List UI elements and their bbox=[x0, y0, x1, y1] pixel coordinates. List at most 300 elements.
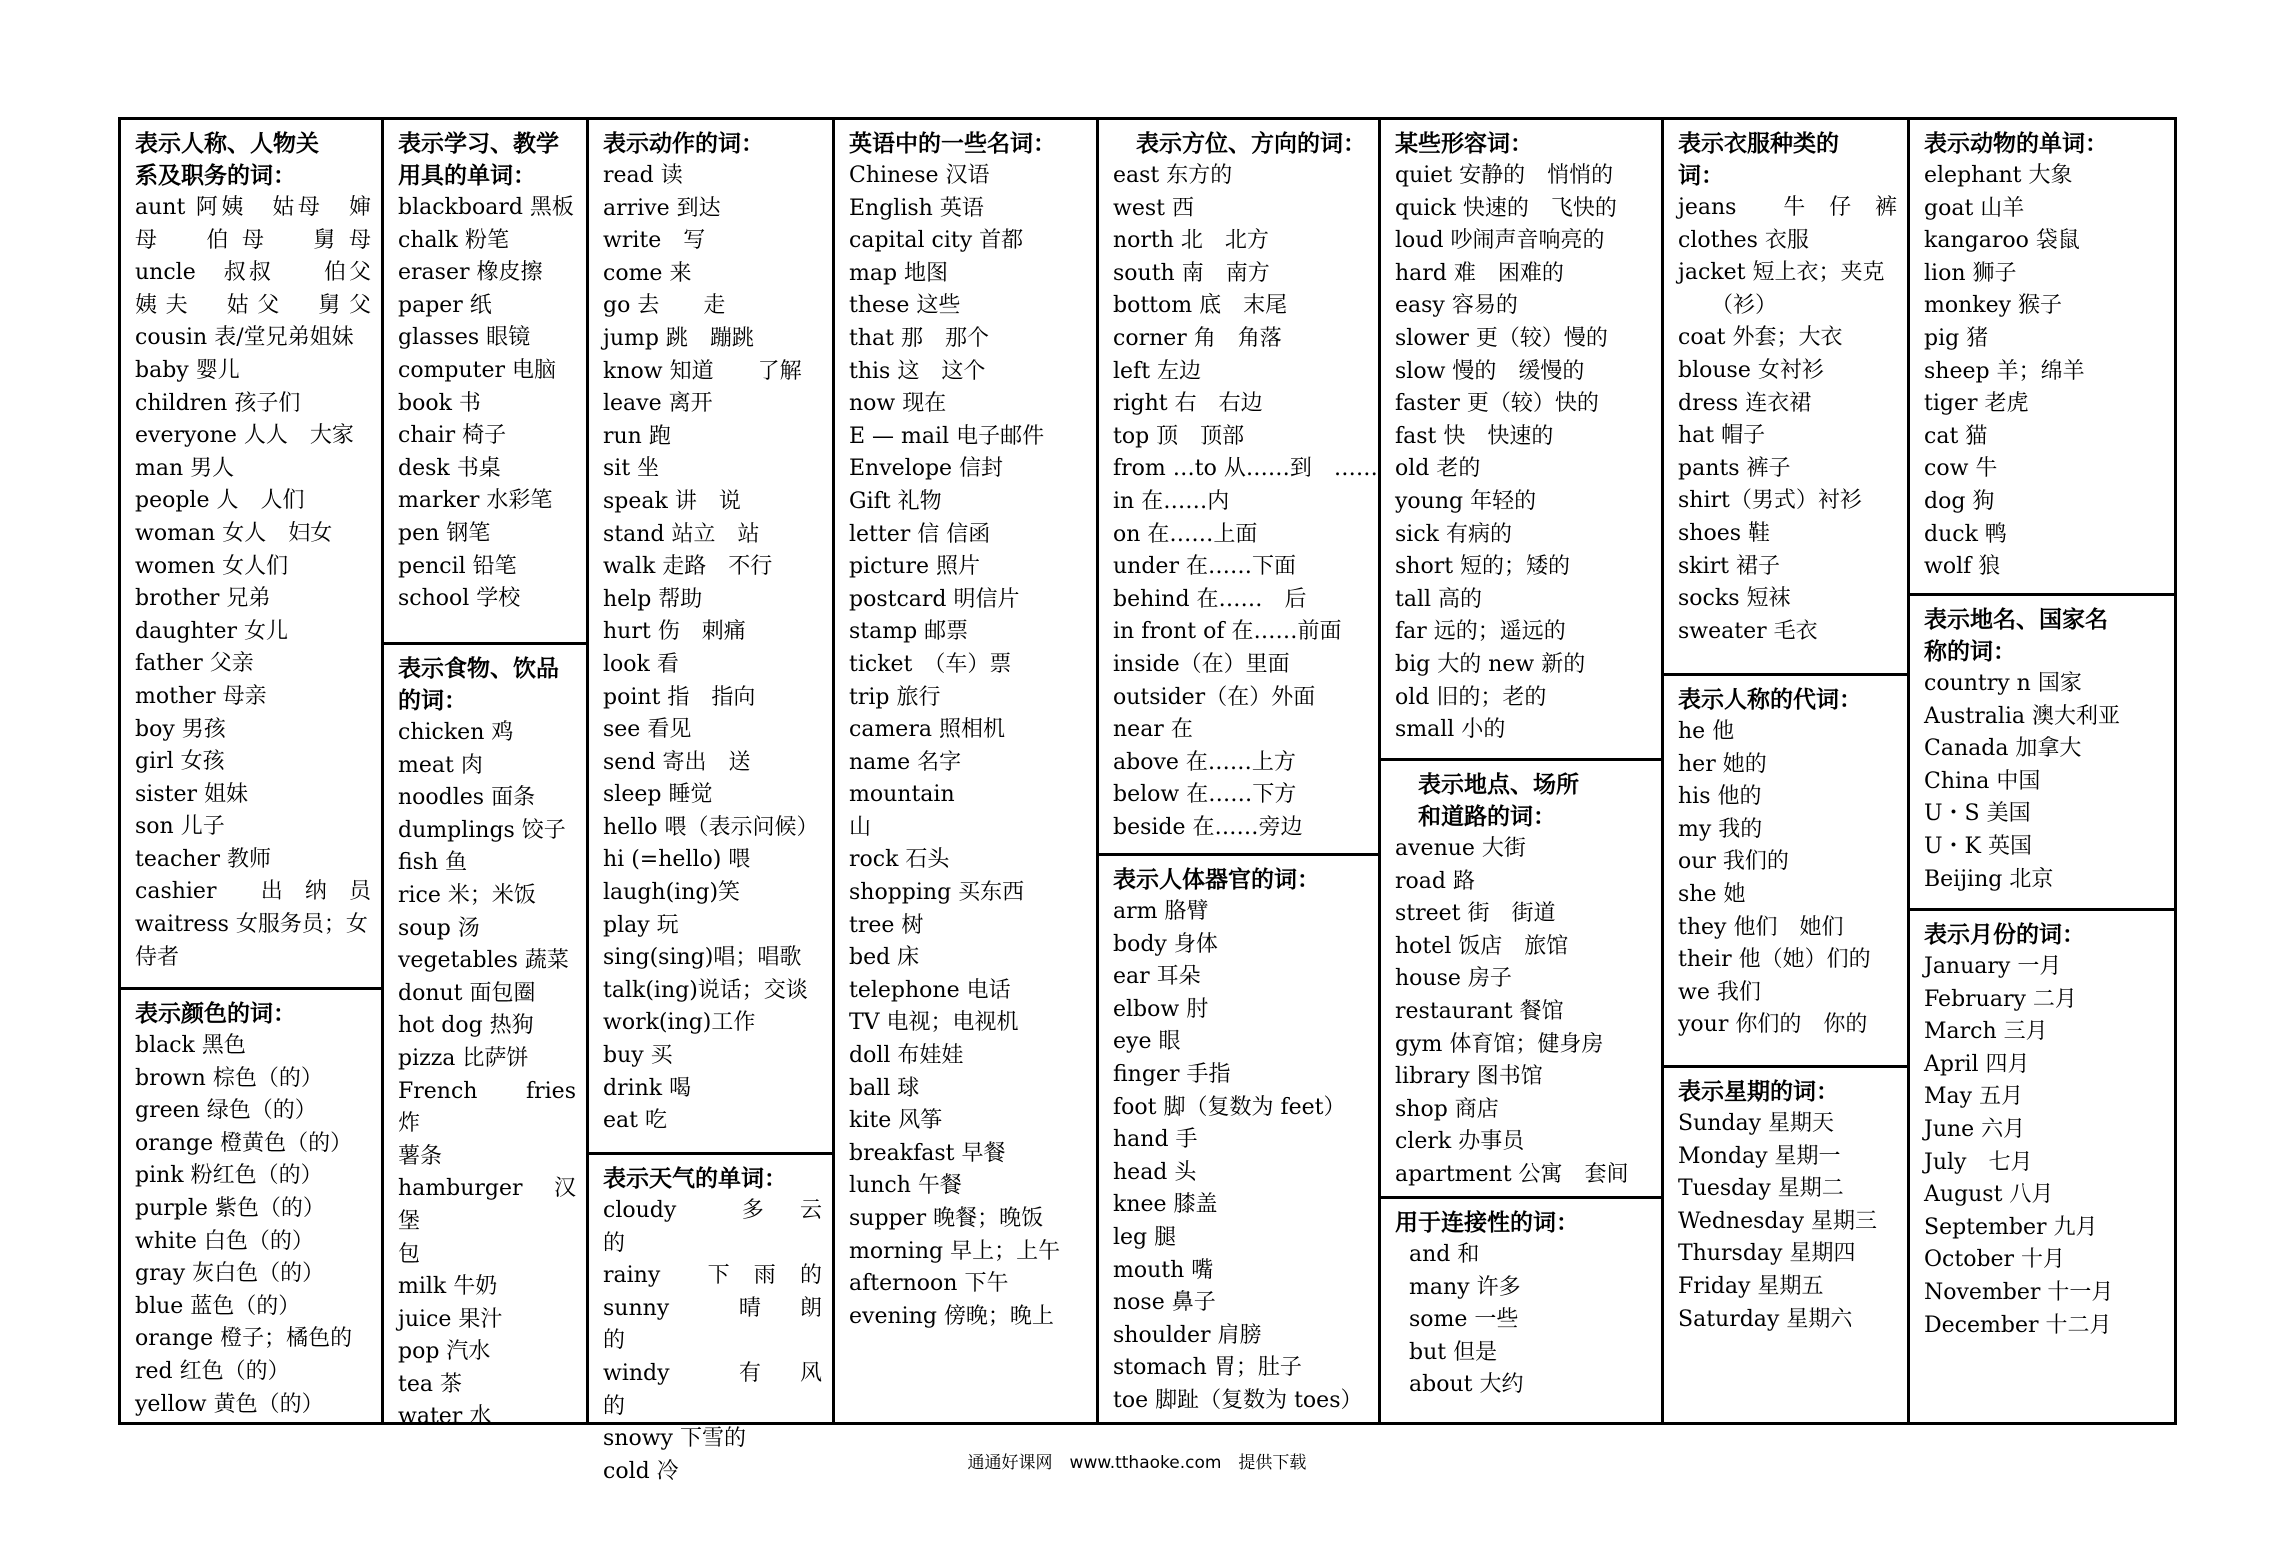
vocab-entry: chicken 鸡 bbox=[398, 720, 514, 745]
vocab-entry: in 在……内 bbox=[1113, 488, 1230, 514]
vocab-entry: tea 茶 bbox=[398, 1371, 462, 1397]
section-study bbox=[384, 120, 586, 642]
vocab-entry: socks 短袜 bbox=[1678, 586, 1791, 612]
vocab-entry: walk 走路 不行 bbox=[603, 554, 773, 580]
vocab-entry: shoulder 肩膀 bbox=[1113, 1322, 1262, 1348]
vocab-entry: run 跑 bbox=[603, 423, 671, 449]
vocab-entry: June 六月 bbox=[1924, 1116, 2026, 1142]
vocab-entry: old 老的 bbox=[1395, 456, 1481, 482]
vocab-entry: 母 伯母 舅母 bbox=[135, 227, 371, 253]
vocab-entry: buy 买 bbox=[603, 1043, 673, 1069]
vocab-entry: our 我们的 bbox=[1678, 849, 1789, 875]
vocab-entry: September 九月 bbox=[1924, 1214, 2098, 1240]
vocab-entry: rainy 下 雨 的 bbox=[603, 1263, 822, 1289]
vocab-entry: children 孩子们 bbox=[135, 390, 301, 416]
vocab-entry: yellow 黄色（的） bbox=[135, 1391, 324, 1417]
section-directions bbox=[1099, 120, 1378, 853]
vocab-entry: blackboard 黑板 bbox=[398, 195, 574, 220]
vocab-entry: knee 膝盖 bbox=[1113, 1192, 1218, 1218]
column-5 bbox=[1099, 120, 1381, 1422]
section-title: 表示星期的词： bbox=[1678, 1078, 1839, 1105]
section-title: 用具的单词： bbox=[398, 162, 536, 189]
section-title: 表示颜色的词： bbox=[135, 1000, 296, 1027]
vocab-entry: July 七月 bbox=[1924, 1149, 2033, 1175]
vocab-entry: Thursday 星期四 bbox=[1678, 1241, 1856, 1267]
vocab-entry: cold 冷 bbox=[603, 1458, 679, 1484]
vocab-entry: house 房子 bbox=[1395, 966, 1512, 992]
vocab-entry: Gift 礼物 bbox=[849, 488, 942, 514]
vocab-entry: woman 女人 妇女 bbox=[135, 520, 333, 546]
vocab-entry: mother 母亲 bbox=[135, 683, 267, 709]
vocab-entry: sleep 睡觉 bbox=[603, 782, 713, 808]
vocab-entry: milk 牛奶 bbox=[398, 1274, 498, 1300]
vocab-entry: behind 在…… 后 bbox=[1113, 586, 1307, 612]
vocab-entry: he 他 bbox=[1678, 719, 1735, 744]
vocab-entry: women 女人们 bbox=[135, 553, 289, 579]
vocab-entry: camera 照相机 bbox=[849, 717, 1005, 743]
vocab-entry: tree 树 bbox=[849, 912, 924, 938]
vocab-entry: purple 紫色（的） bbox=[135, 1195, 325, 1221]
vocab-entry: Tuesday 星期二 bbox=[1678, 1176, 1844, 1202]
vocab-entry: west 西 bbox=[1113, 195, 1194, 221]
vocab-entry: computer 电脑 bbox=[398, 357, 557, 383]
vocab-entry: English 英语 bbox=[849, 195, 984, 221]
vocab-entry: January 一月 bbox=[1924, 954, 2062, 979]
vocab-entry: desk 书桌 bbox=[398, 455, 501, 481]
section-clothes bbox=[1664, 120, 1907, 673]
vocab-entry: skirt 裙子 bbox=[1678, 553, 1781, 579]
section-title: 表示衣服种类的 bbox=[1678, 130, 1839, 157]
vocab-entry: jeans 牛 仔 裤 bbox=[1678, 195, 1897, 220]
vocab-entry: 薯条 bbox=[398, 1143, 443, 1169]
vocab-entry: point 指 指向 bbox=[603, 684, 756, 710]
vocab-entry: 姨夫 姑父 舅父 bbox=[135, 292, 371, 318]
vocab-entry: short 短的；矮的 bbox=[1395, 554, 1571, 580]
vocab-entry: sit 坐 bbox=[603, 456, 660, 482]
vocab-entry: April 四月 bbox=[1924, 1051, 2030, 1077]
vocab-entry: 包 bbox=[398, 1241, 421, 1267]
vocab-entry: juice 果汁 bbox=[398, 1306, 503, 1332]
section-title: 表示动作的词： bbox=[603, 130, 764, 157]
vocab-entry: son 儿子 bbox=[135, 814, 225, 840]
vocab-entry: orange 橙黄色（的） bbox=[135, 1130, 353, 1156]
vocab-entry: cow 牛 bbox=[1924, 456, 1998, 482]
section-title: 词： bbox=[1678, 162, 1724, 189]
vocab-entry: Friday 星期五 bbox=[1678, 1273, 1824, 1299]
vocab-entry: supper 晚餐；晚饭 bbox=[849, 1206, 1044, 1231]
vocab-entry: this 这 这个 bbox=[849, 358, 986, 384]
column-6 bbox=[1381, 120, 1664, 1422]
vocab-entry: body 身体 bbox=[1113, 931, 1218, 957]
vocab-entry: red 红色（的） bbox=[135, 1358, 290, 1384]
vocab-entry: go 去 走 bbox=[603, 293, 726, 319]
vocab-entry: Australia 澳大利亚 bbox=[1924, 703, 2121, 729]
section-title: 称的词： bbox=[1924, 638, 2016, 665]
vocab-entry: stand 站立 站 bbox=[603, 521, 760, 547]
vocab-entry: stomach 胃；肚子 bbox=[1113, 1355, 1302, 1381]
vocab-entry: fast 快 快速的 bbox=[1395, 423, 1554, 449]
section-pronouns bbox=[1664, 673, 1907, 1065]
column-4 bbox=[835, 120, 1099, 1422]
vocab-entry: capital city 首都 bbox=[849, 228, 1024, 254]
vocab-entry: hard 难 困难的 bbox=[1395, 260, 1564, 286]
section-title: 英语中的一些名词： bbox=[849, 130, 1056, 157]
vocab-entry: evening 傍晚；晚上 bbox=[849, 1303, 1054, 1329]
vocab-entry: help 帮助 bbox=[603, 586, 703, 612]
vocab-entry: small 小的 bbox=[1395, 717, 1506, 743]
vocab-entry: cloudy 多 云 的 bbox=[603, 1198, 845, 1256]
vocab-entry: foot 脚（复数为 feet） bbox=[1113, 1094, 1346, 1120]
vocab-entry: east 东方的 bbox=[1113, 163, 1233, 188]
vocab-entry: soup 汤 bbox=[398, 915, 480, 941]
vocab-entry: apartment 公寓 套间 bbox=[1395, 1161, 1629, 1187]
vocab-entry: aunt 阿姨 姑母 婶 bbox=[135, 195, 371, 220]
vocab-entry: left 左边 bbox=[1113, 358, 1202, 384]
vocab-entry: on 在……上面 bbox=[1113, 521, 1258, 547]
vocab-entry: now 现在 bbox=[849, 391, 947, 417]
vocab-entry: uncle 叔叔 伯父 bbox=[135, 260, 371, 286]
vocab-entry: father 父亲 bbox=[135, 651, 254, 677]
vocab-entry: cousin 表/堂兄弟姐妹 bbox=[135, 325, 354, 351]
vocab-entry: below 在……下方 bbox=[1113, 782, 1297, 808]
section-weather bbox=[589, 1152, 845, 1484]
vocab-entry: eye 眼 bbox=[1113, 1029, 1181, 1055]
vocab-entry: hat 帽子 bbox=[1678, 423, 1766, 449]
vocab-entry: in front of 在……前面 bbox=[1113, 619, 1342, 645]
vocab-entry: lion 狮子 bbox=[1924, 260, 2017, 286]
section-title: 表示人体器官的词： bbox=[1113, 866, 1320, 893]
vocab-entry: lunch 午餐 bbox=[849, 1173, 962, 1199]
vocab-entry: Sunday 星期天 bbox=[1678, 1111, 1835, 1136]
vocab-entry: pink 粉红色（的） bbox=[135, 1163, 323, 1189]
vocab-entry: know 知道 了解 bbox=[603, 358, 802, 384]
vocab-entry: play 玩 bbox=[603, 912, 679, 938]
section-title: 表示地点、场所 bbox=[1395, 771, 1579, 798]
vocab-entry: restaurant 餐馆 bbox=[1395, 998, 1564, 1024]
vocab-entry: drink 喝 bbox=[603, 1075, 692, 1101]
vocab-entry: about 大约 bbox=[1409, 1372, 1524, 1398]
vocab-entry: ticket （车）票 bbox=[849, 651, 1012, 677]
vocab-entry: dumplings 饺子 bbox=[398, 817, 566, 843]
section-food bbox=[384, 642, 599, 1430]
vocab-entry: November 十一月 bbox=[1924, 1279, 2114, 1305]
vocab-entry: Envelope 信封 bbox=[849, 456, 1004, 482]
section-countries bbox=[1910, 593, 2174, 908]
vocab-entry: shirt（男式）衬衫 bbox=[1678, 488, 1862, 514]
vocab-entry: rock 石头 bbox=[849, 847, 950, 873]
vocab-entry: clothes 衣服 bbox=[1678, 227, 1809, 253]
vocab-entry: laugh(ing)笑 bbox=[603, 880, 741, 906]
section-animals bbox=[1910, 120, 2174, 593]
vocab-entry: chair 椅子 bbox=[398, 423, 507, 449]
vocab-entry: speak 讲 说 bbox=[603, 488, 741, 514]
vocab-entry: hi (=hello) 喂 bbox=[603, 847, 751, 873]
vocab-entry: glasses 眼镜 bbox=[398, 325, 531, 351]
vocab-entry: pen 钢笔 bbox=[398, 520, 491, 546]
vocab-entry: jump 跳 蹦跳 bbox=[603, 325, 754, 351]
vocab-entry: everyone 人人 大家 bbox=[135, 423, 354, 449]
section-title: 表示月份的词： bbox=[1924, 921, 2085, 948]
vocab-entry: his 他的 bbox=[1678, 784, 1762, 810]
vocab-entry: avenue 大街 bbox=[1395, 836, 1526, 861]
vocab-entry: blue 蓝色（的） bbox=[135, 1293, 301, 1319]
vocab-entry: brother 兄弟 bbox=[135, 586, 271, 612]
vocab-entry: U・K 英国 bbox=[1924, 833, 2032, 859]
vocab-entry: map 地图 bbox=[849, 260, 949, 286]
section-persons bbox=[121, 120, 381, 987]
vocab-entry: eat 吃 bbox=[603, 1108, 667, 1134]
column-2 bbox=[384, 120, 599, 1430]
vocab-entry: afternoon 下午 bbox=[849, 1271, 1009, 1297]
section-title: 某些形容词： bbox=[1395, 130, 1533, 157]
vocab-entry: U・S 美国 bbox=[1924, 801, 2031, 827]
vocab-entry: easy 容易的 bbox=[1395, 293, 1518, 319]
section-actions bbox=[589, 120, 832, 1152]
vocab-entry: faster 更（较）快的 bbox=[1395, 391, 1599, 417]
vocab-entry: donut 面包圈 bbox=[398, 980, 536, 1006]
section-months bbox=[1910, 908, 2174, 1422]
vocab-entry: quick 快速的 飞快的 bbox=[1395, 195, 1617, 221]
vocab-entry: blouse 女衬衫 bbox=[1678, 357, 1824, 383]
vocab-entry: meat 肉 bbox=[398, 752, 483, 778]
vocab-entry: dog 狗 bbox=[1924, 488, 1995, 514]
vocab-entry: orange 橙子；橘色的 bbox=[135, 1326, 353, 1352]
section-colors bbox=[121, 987, 381, 1422]
vocab-entry: baby 婴儿 bbox=[135, 357, 240, 383]
vocab-entry: school 学校 bbox=[398, 586, 521, 612]
vocab-entry: noodles 面条 bbox=[398, 785, 536, 811]
vocab-entry: green 绿色（的） bbox=[135, 1098, 317, 1124]
section-title: 系及职务的词： bbox=[135, 162, 296, 189]
vocab-entry: bed 床 bbox=[849, 945, 920, 971]
vocab-entry: sunny 晴 朗 的 bbox=[603, 1295, 845, 1354]
vocab-entry: water 水 bbox=[398, 1404, 492, 1430]
vocab-entry: windy 有 风 的 bbox=[603, 1360, 845, 1419]
section-title: 表示人称的代词： bbox=[1678, 686, 1862, 713]
section-title: 和道路的词： bbox=[1395, 803, 1556, 830]
vocab-entry: elbow 肘 bbox=[1113, 996, 1209, 1022]
vocab-entry: pants 裤子 bbox=[1678, 455, 1791, 481]
vocab-entry: rice 米；米饭 bbox=[398, 882, 536, 908]
vocab-entry: arm 胳臂 bbox=[1113, 899, 1209, 924]
vocab-entry: chalk 粉笔 bbox=[398, 227, 509, 253]
vocab-entry: nose 鼻子 bbox=[1113, 1290, 1216, 1316]
vocab-entry: stamp 邮票 bbox=[849, 619, 969, 645]
vocab-entry: young 年轻的 bbox=[1395, 488, 1537, 514]
vocab-entry: head 头 bbox=[1113, 1159, 1197, 1185]
vocab-entry: pop 汽水 bbox=[398, 1339, 491, 1365]
vocab-entry: old 旧的；老的 bbox=[1395, 684, 1547, 710]
vocab-entry: beside 在……旁边 bbox=[1113, 814, 1303, 840]
vocab-entry: morning 早上；上午 bbox=[849, 1238, 1061, 1264]
vocab-entry: hand 手 bbox=[1113, 1127, 1198, 1153]
vocab-entry: hot dog 热狗 bbox=[398, 1013, 534, 1039]
vocab-entry: October 十月 bbox=[1924, 1247, 2066, 1273]
section-adjectives bbox=[1381, 120, 1661, 758]
vocab-entry: letter 信 信函 bbox=[849, 521, 991, 547]
vocab-entry: these 这些 bbox=[849, 293, 961, 319]
vocab-entry: white 白色（的） bbox=[135, 1228, 314, 1254]
section-title: 的词： bbox=[398, 687, 467, 714]
vocab-entry: mouth 嘴 bbox=[1113, 1257, 1214, 1283]
vocab-entry: teacher 教师 bbox=[135, 846, 271, 872]
vocab-entry: country n 国家 bbox=[1924, 671, 2082, 696]
vocab-entry: ball 球 bbox=[849, 1075, 920, 1101]
vocab-entry: man 男人 bbox=[135, 455, 235, 481]
vocab-entry: coat 外套；大衣 bbox=[1678, 325, 1843, 351]
vocab-entry: postcard 明信片 bbox=[849, 586, 1020, 612]
vocab-entry: elephant 大象 bbox=[1924, 163, 2073, 188]
vocab-entry: cashier 出 纳 员 bbox=[135, 879, 371, 905]
vocab-entry: library 图书馆 bbox=[1395, 1064, 1543, 1090]
vocab-entry: see 看见 bbox=[603, 717, 692, 743]
vocab-entry: but 但是 bbox=[1409, 1339, 1498, 1365]
vocab-entry: road 路 bbox=[1395, 868, 1475, 894]
section-title: 表示地名、国家名 bbox=[1924, 606, 2108, 633]
vocab-entry: outsider（在）外面 bbox=[1113, 684, 1316, 710]
vocab-entry: goat 山羊 bbox=[1924, 195, 2025, 221]
vocab-entry: hamburger 汉堡 bbox=[398, 1176, 576, 1234]
vocab-entry: pig 猪 bbox=[1924, 325, 1989, 351]
vocab-entry: kangaroo 袋鼠 bbox=[1924, 228, 2080, 254]
vocab-entry: and 和 bbox=[1409, 1242, 1480, 1267]
vocab-entry: work(ing)工作 bbox=[603, 1010, 756, 1036]
vocab-entry: some 一些 bbox=[1409, 1307, 1519, 1333]
vocab-entry: pizza 比萨饼 bbox=[398, 1045, 529, 1071]
vocab-entry: send 寄出 送 bbox=[603, 749, 751, 775]
vocab-entry: come 来 bbox=[603, 260, 692, 286]
vocab-entry: sister 姐妹 bbox=[135, 781, 248, 807]
vocab-entry: leg 腿 bbox=[1113, 1224, 1177, 1250]
vocab-entry: talk(ing)说话；交谈 bbox=[603, 977, 808, 1003]
vocab-entry: December 十二月 bbox=[1924, 1312, 2112, 1338]
vocab-entry: girl 女孩 bbox=[135, 749, 225, 775]
vocab-entry: that 那 那个 bbox=[849, 325, 989, 351]
vocab-entry: hello 喂（表示问候） bbox=[603, 814, 819, 840]
column-3 bbox=[589, 120, 845, 1484]
vocab-entry: sick 有病的 bbox=[1395, 521, 1512, 547]
footer-credit: 通通好课网 www.tthaoke.com 提供下载 bbox=[967, 1453, 1307, 1473]
vocab-entry: monkey 猴子 bbox=[1924, 293, 2063, 319]
vocab-entry: inside（在）里面 bbox=[1113, 651, 1290, 677]
vocab-entry: right 右 右边 bbox=[1113, 391, 1263, 417]
vocab-entry: under 在……下面 bbox=[1113, 554, 1296, 580]
vocab-entry: many 许多 bbox=[1409, 1274, 1521, 1300]
section-title: 表示动物的单词： bbox=[1924, 130, 2108, 157]
section-body bbox=[1099, 853, 1378, 1422]
section-title: 表示学习、教学 bbox=[398, 130, 559, 157]
vocab-entry: tiger 老虎 bbox=[1924, 391, 2029, 417]
vocab-entry: dress 连衣裙 bbox=[1678, 390, 1812, 416]
vocab-entry: hurt 伤 刺痛 bbox=[603, 619, 746, 645]
vocab-entry: read 读 bbox=[603, 163, 683, 188]
vocab-entry: waitress 女服务员；女 bbox=[135, 912, 368, 938]
vocab-entry: far 远的；遥远的 bbox=[1395, 619, 1566, 645]
vocab-entry: Beijing 北京 bbox=[1924, 866, 2054, 892]
column-7 bbox=[1664, 120, 1910, 1422]
vocab-entry: （衫） bbox=[1678, 292, 1778, 318]
vocab-entry: boy 男孩 bbox=[135, 716, 226, 742]
section-places bbox=[1381, 758, 1661, 1196]
vocab-entry: China 中国 bbox=[1924, 768, 2041, 794]
vocab-entry: hotel 饭店 旅馆 bbox=[1395, 933, 1569, 959]
vocab-entry: big 大的 new 新的 bbox=[1395, 651, 1586, 677]
vocab-entry: sheep 羊；绵羊 bbox=[1924, 358, 2085, 384]
vocab-entry: marker 水彩笔 bbox=[398, 488, 553, 514]
vocab-entry: south 南 南方 bbox=[1113, 260, 1270, 286]
vocab-entry: tall 高的 bbox=[1395, 586, 1483, 612]
vocab-entry: top 顶 顶部 bbox=[1113, 423, 1245, 449]
vocab-entry: they 他们 她们 bbox=[1678, 914, 1844, 940]
section-title: 表示方位、方向的词： bbox=[1113, 130, 1366, 157]
vocab-entry: snowy 下雪的 bbox=[603, 1426, 746, 1452]
vocab-entry: February 二月 bbox=[1924, 986, 2077, 1012]
vocab-entry: 侍者 bbox=[135, 944, 180, 970]
section-connect bbox=[1381, 1196, 1661, 1422]
vocab-entry: pencil 铅笔 bbox=[398, 553, 517, 579]
vocab-entry: trip 旅行 bbox=[849, 684, 941, 710]
vocab-entry: corner 角 角落 bbox=[1113, 325, 1282, 351]
vocab-entry: her 她的 bbox=[1678, 751, 1767, 777]
vocab-entry: paper 纸 bbox=[398, 292, 492, 318]
vocab-entry: we 我们 bbox=[1678, 979, 1761, 1005]
vocab-entry: cat 猫 bbox=[1924, 423, 1988, 449]
vocab-entry: arrive 到达 bbox=[603, 195, 721, 221]
vocab-entry: bottom 底 末尾 bbox=[1113, 293, 1288, 319]
vocab-entry: quiet 安静的 悄悄的 bbox=[1395, 163, 1614, 188]
vocab-entry: slow 慢的 缓慢的 bbox=[1395, 358, 1585, 384]
vocab-entry: from …to 从……到 …… bbox=[1113, 456, 1378, 482]
vocab-entry: Wednesday 星期三 bbox=[1678, 1208, 1878, 1234]
vocab-entry: my 我的 bbox=[1678, 816, 1763, 842]
vocab-entry: look 看 bbox=[603, 651, 679, 677]
vocab-entry: shopping 买东西 bbox=[849, 880, 1025, 906]
vocab-entry: Monday 星期一 bbox=[1678, 1143, 1841, 1169]
vocab-entry: above 在……上方 bbox=[1113, 749, 1296, 775]
vocab-entry: Chinese 汉语 bbox=[849, 163, 990, 188]
vocab-entry: eraser 橡皮擦 bbox=[398, 260, 543, 286]
vocab-entry: people 人 人们 bbox=[135, 488, 305, 514]
column-1 bbox=[121, 120, 384, 1422]
vocab-entry: shoes 鞋 bbox=[1678, 520, 1771, 546]
vocab-entry: finger 手指 bbox=[1113, 1061, 1231, 1087]
section-nouns bbox=[835, 120, 1096, 1422]
section-weekdays bbox=[1664, 1065, 1907, 1422]
vocab-entry: their 他（她）们的 bbox=[1678, 947, 1871, 973]
vocab-entry: sweater 毛衣 bbox=[1678, 618, 1818, 644]
vocab-entry: shop 商店 bbox=[1395, 1096, 1499, 1122]
vocab-entry: your 你们的 你的 bbox=[1678, 1012, 1868, 1038]
vocab-entry: brown 棕色（的） bbox=[135, 1065, 323, 1091]
vocab-entry: clerk 办事员 bbox=[1395, 1129, 1525, 1155]
vocab-entry: near 在 bbox=[1113, 717, 1193, 743]
vocab-entry: mountain 山 bbox=[849, 782, 1087, 840]
vocab-entry: doll 布娃娃 bbox=[849, 1043, 964, 1069]
vocab-entry: sing(sing)唱；唱歌 bbox=[603, 945, 802, 971]
vocab-entry: Canada 加拿大 bbox=[1924, 736, 2082, 762]
section-title: 用于连接性的词： bbox=[1395, 1209, 1579, 1236]
vocab-entry: black 黑色 bbox=[135, 1033, 246, 1058]
vocab-entry: ear 耳朵 bbox=[1113, 964, 1201, 990]
vocab-entry: vegetables 蔬菜 bbox=[398, 948, 569, 974]
vocab-entry: March 三月 bbox=[1924, 1019, 2048, 1045]
vocab-entry: gray 灰白色（的） bbox=[135, 1261, 325, 1287]
vocab-entry: slower 更（较）慢的 bbox=[1395, 325, 1608, 351]
vocab-entry: wolf 狼 bbox=[1924, 554, 2001, 580]
vocab-entry: TV 电视；电视机 bbox=[849, 1010, 1019, 1036]
vocab-entry: kite 风筝 bbox=[849, 1108, 943, 1134]
vocab-entry: fish 鱼 bbox=[398, 850, 468, 876]
